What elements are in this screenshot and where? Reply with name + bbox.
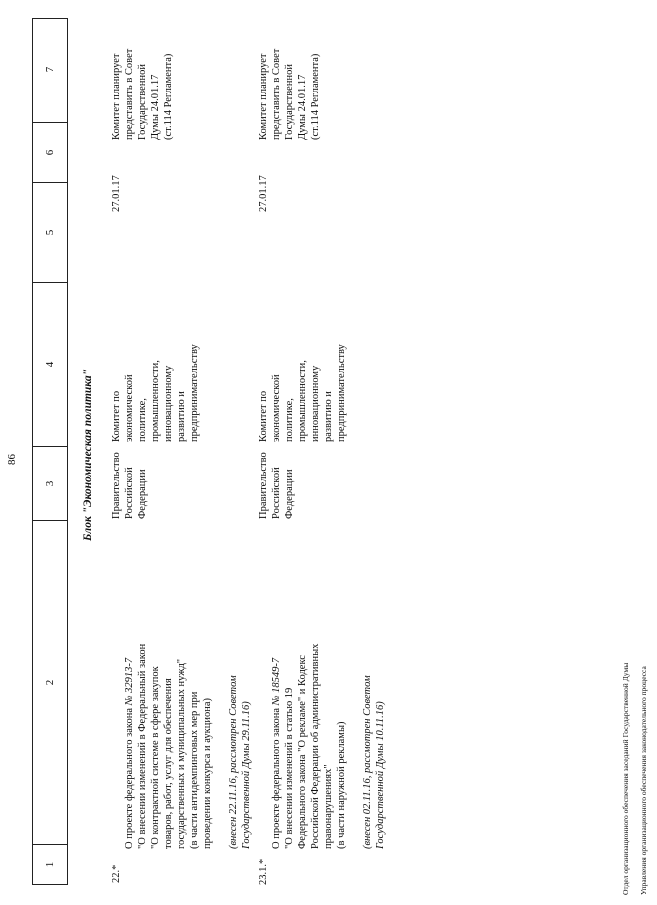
column-header-row (32, 18, 68, 885)
responsible-committee: Комитет по экономической политике, промышленности, инновационному развитию и предпринимательству (258, 344, 347, 442)
initiator: Правительство Российской Федерации (258, 452, 295, 519)
column-number: 5 (33, 182, 67, 282)
bill-title-prefix: О проекте федерального закона (124, 705, 135, 849)
bill-title (110, 529, 266, 849)
responsible-committee: Комитет по экономической политике, промышленности, инновационному развитию и предпринимательству (111, 344, 200, 442)
row-number: 23.1.* (258, 858, 269, 885)
column-number: 3 (33, 446, 67, 520)
bill-number: № 18549-7 (271, 657, 282, 706)
column-number: 7 (44, 66, 56, 73)
column-number: 4 (33, 282, 67, 446)
remark: Комитет планирует представить в Совет Государственной Думы 24.01.17 (ст.114 Регламента) (258, 48, 321, 140)
column-number: 2 (33, 520, 67, 844)
bill-number: № 32913-7 (124, 657, 135, 706)
date: 27.01.17 (111, 175, 122, 212)
column-number: 6 (33, 122, 67, 182)
row-number: 22.* (111, 864, 122, 883)
bill-title-prefix: О проекте федерального закона (271, 705, 282, 849)
block-title: Блок "Экономическая политика" (82, 369, 94, 542)
column-number: 1 (33, 844, 67, 884)
bill-note: (внесен 02.11.16, рассмотрен Советом Государственной Думы 10.11.16) (362, 675, 386, 849)
initiator: Правительство Российской Федерации (111, 452, 148, 519)
bill-note: (внесен 22.11.16, рассмотрен Советом Государственной Думы 29.11.16) (228, 675, 252, 849)
date: 27.01.17 (258, 175, 269, 212)
footer (612, 475, 657, 895)
bill-body: "О внесении изменений в статью 19 Федерального закона "О рекламе" и Кодекс Российской Федерации об административных правонарушениях" (в части наружной рекламы) (284, 643, 347, 849)
bill-body: "О внесении изменений в Федеральный закон "О контрактной системе в сфере закупок товаров, работ, услуг для обеспечения государственных и муниципальных нужд" (в части антидемпинговых мер при проведении конкурса и аукциона) (137, 643, 213, 849)
page-number: 86 (6, 454, 18, 465)
footer-line: Управления организационного обеспечения законодательного процесса (639, 666, 648, 895)
bill-title (257, 529, 400, 849)
footer-line: Отдел организационного обеспечения заседаний Государственной Думы (621, 662, 630, 895)
remark: Комитет планирует представить в Совет Государственной Думы 24.01.17 (ст.114 Регламента) (111, 48, 174, 140)
